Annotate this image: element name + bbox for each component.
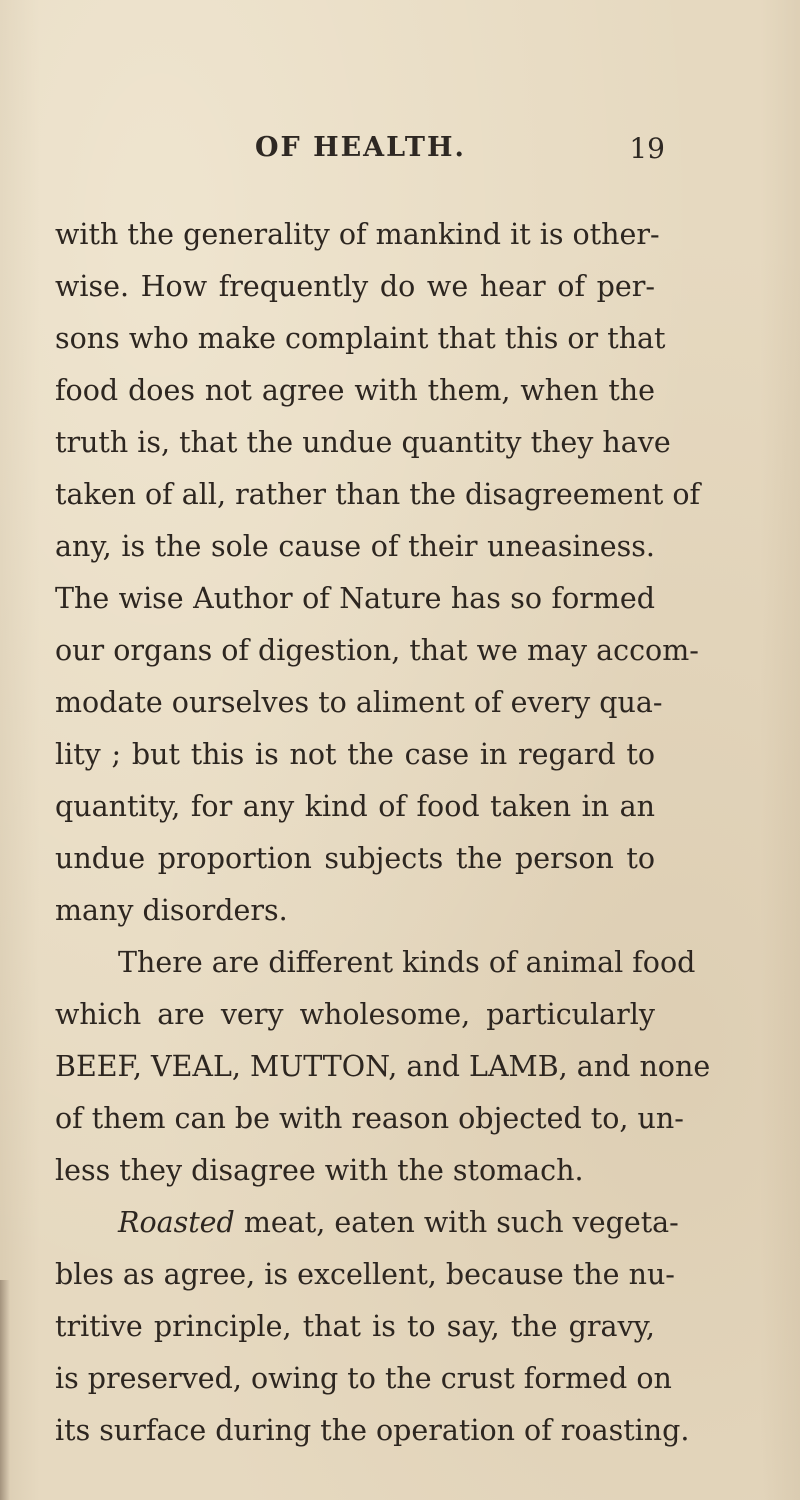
text-line: quantity, for any kind of food taken in an xyxy=(55,790,655,823)
text-line: undue proportion subjects the person to xyxy=(55,842,655,875)
text-line xyxy=(118,1198,679,1248)
text-line: any, is the sole cause of their uneasiness. xyxy=(55,530,655,563)
italic-word-roasted: Roasted xyxy=(118,1206,235,1239)
text-line: tritive principle, that is to say, the gravy, xyxy=(55,1310,655,1343)
text-line: modate ourselves to aliment of every qua- xyxy=(55,686,663,719)
text-line: taken of all, rather than the disagreement of xyxy=(55,478,701,511)
text-line: sons who make complaint that this or that xyxy=(55,322,666,355)
text-line: many disorders. xyxy=(55,894,288,927)
text-line: The wise Author of Nature has so formed xyxy=(55,582,655,615)
text-span: meat, eaten with such vegeta- xyxy=(234,1206,679,1239)
text-line xyxy=(55,1042,711,1092)
text-line: There are different kinds of animal food xyxy=(118,946,696,979)
text-line: its surface during the operation of roasting. xyxy=(55,1414,690,1447)
text-line: food does not agree with them, when the xyxy=(55,374,655,407)
text-line: less they disagree with the stomach. xyxy=(55,1154,584,1187)
text-line: lity ; but this is not the case in regard to xyxy=(55,738,655,771)
meat-name-lamb: LAMB, xyxy=(469,1050,568,1083)
running-head xyxy=(255,132,665,172)
text-line: with the generality of mankind it is other- xyxy=(55,218,660,251)
text-line: which are very wholesome, particularly xyxy=(55,998,655,1031)
text-line: of them can be with reason objected to, un- xyxy=(55,1102,684,1135)
text-span: and none xyxy=(567,1050,711,1083)
text-line: is preserved, owing to the crust formed on xyxy=(55,1362,672,1395)
meat-names: BEEF, VEAL, MUTTON, xyxy=(55,1050,398,1083)
text-line: our organs of digestion, that we may accom- xyxy=(55,634,699,667)
text-line: bles as agree, is excellent, because the nu- xyxy=(55,1258,675,1291)
page-number: 19 xyxy=(629,132,665,165)
text-line: wise. How frequently do we hear of per- xyxy=(55,270,655,303)
text-span: and xyxy=(397,1050,470,1083)
running-title: OF HEALTH. xyxy=(255,132,466,163)
text-line: truth is, that the undue quantity they have xyxy=(55,426,671,459)
page-edge-shadow xyxy=(0,1280,10,1500)
